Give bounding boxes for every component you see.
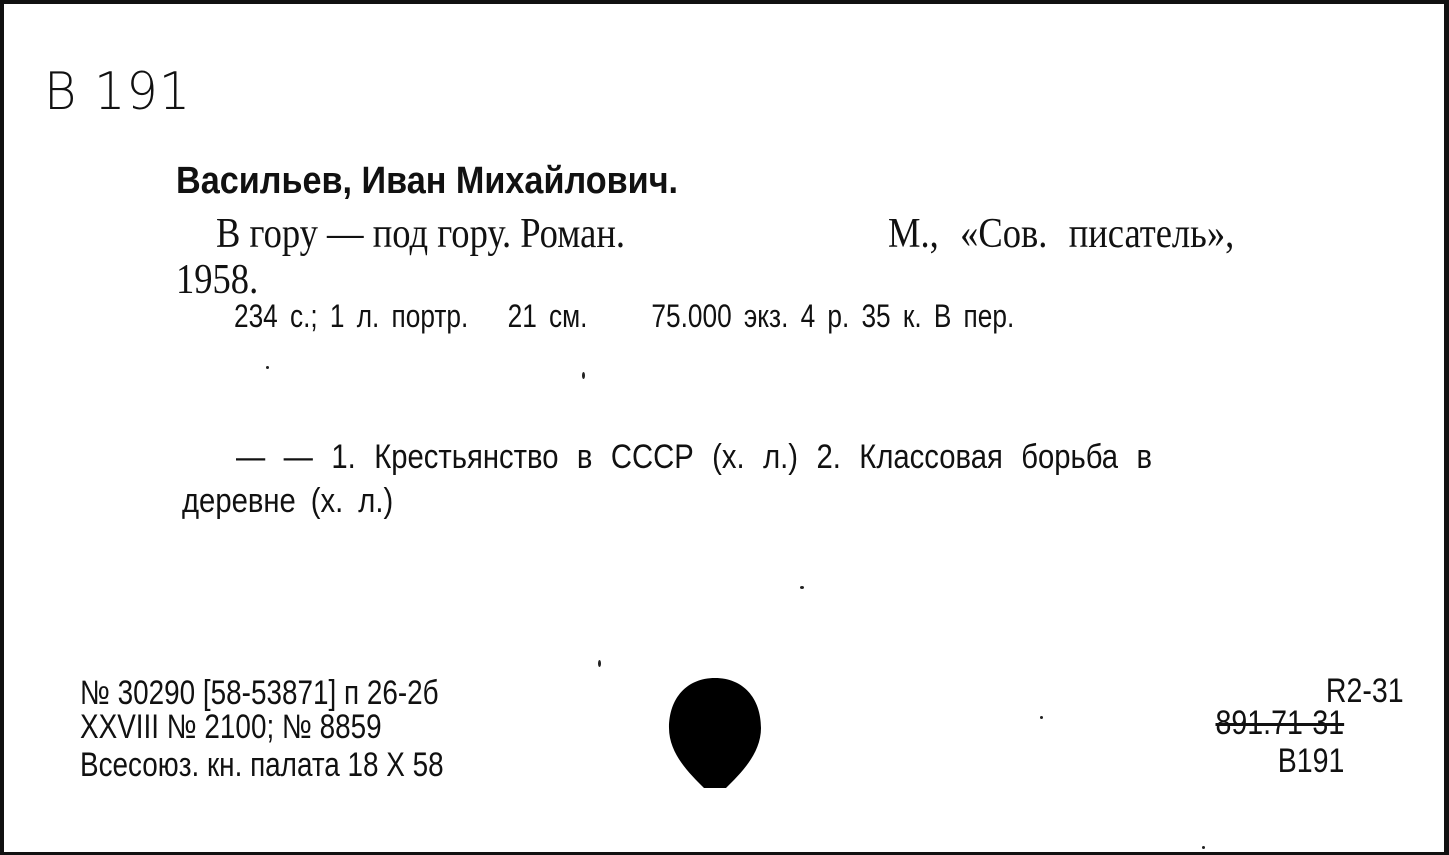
- classification-code: R2-31: [1326, 672, 1404, 710]
- collation-pages: 234 с.; 1 л. портр.: [234, 298, 469, 334]
- registration-number: № 30290 [58-53871] п 26-2б: [80, 674, 439, 712]
- punch-hole-icon: [668, 676, 762, 790]
- registration-series: XXVIII № 2100; № 8859: [80, 708, 382, 746]
- collation-line: [234, 298, 1014, 335]
- ink-speck: [598, 660, 601, 667]
- imprint-publisher: М., «Сов. писатель»,: [888, 211, 1235, 257]
- ink-speck: [800, 586, 804, 589]
- udc-code-struck: 891.71-31: [1215, 704, 1344, 742]
- subject-headings-line-2: деревне (х. л.): [182, 482, 394, 520]
- ink-speck: [582, 372, 585, 379]
- card-shelf-code: B191: [1277, 742, 1344, 780]
- ink-speck: [1202, 846, 1205, 849]
- title-statement: В гору — под гору. Роман.: [216, 211, 626, 257]
- collation-size: 21 см.: [507, 298, 588, 334]
- subject-headings-line-1: — — 1. Крестьянство в СССР (х. л.) 2. Классовая борьба в: [236, 438, 1153, 476]
- imprint-year: 1958.: [176, 257, 259, 303]
- shelfmark-handwritten: В 191: [44, 62, 192, 122]
- chamber-stamp-line: Всесоюз. кн. палата 18 X 58: [80, 746, 444, 784]
- ink-speck: [1040, 716, 1043, 719]
- ink-speck: [266, 366, 269, 369]
- collation-copies-price: 75.000 экз. 4 р. 35 к. В пер.: [651, 298, 1015, 334]
- author-heading: Васильев, Иван Михайлович.: [176, 160, 679, 202]
